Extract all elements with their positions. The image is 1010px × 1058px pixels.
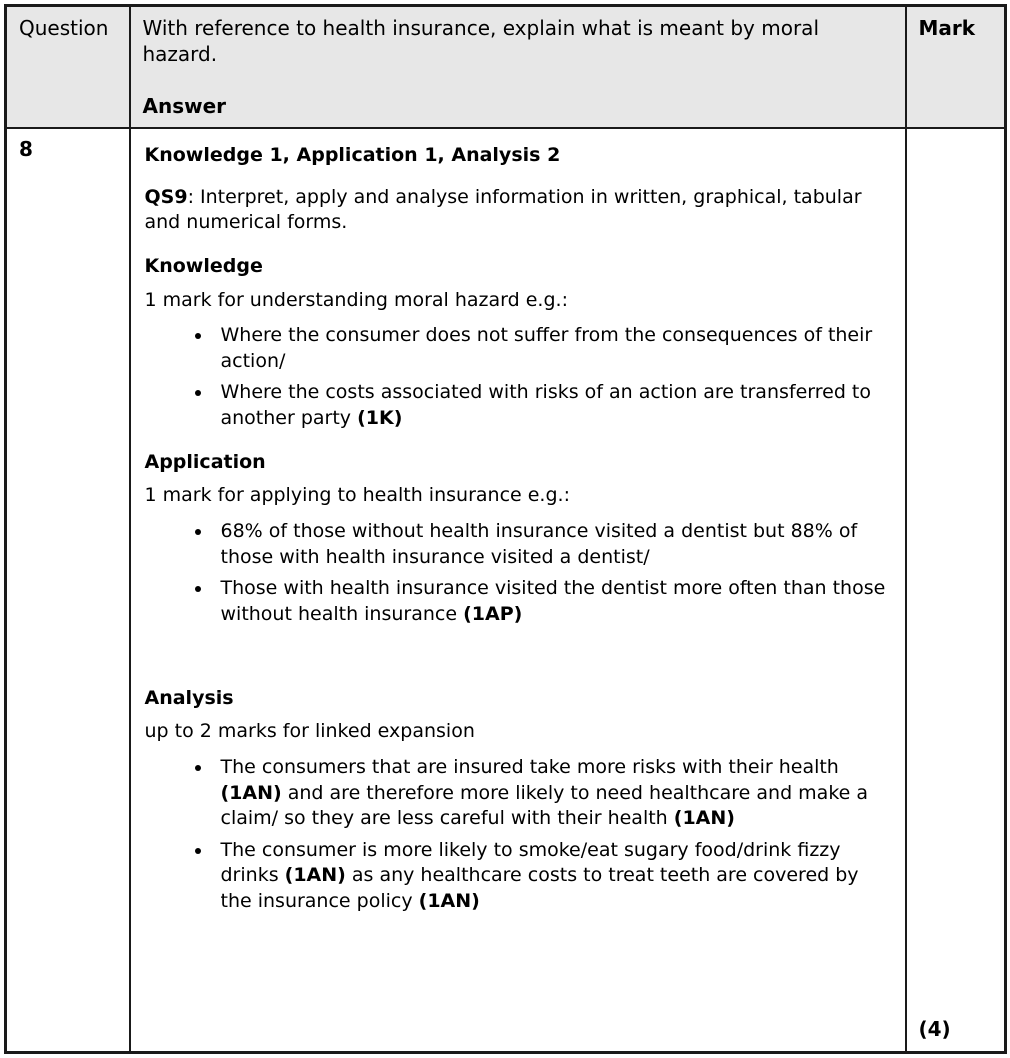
skills-summary: Knowledge 1, Application 1, Analysis 2 (144, 144, 561, 166)
answer-cell (130, 128, 906, 1053)
header-row (6, 6, 1006, 129)
mark-scheme-table (4, 4, 1007, 1054)
application-heading: Application (144, 450, 266, 473)
qs9-text: : Interpret, apply and analyse information in written, graphical, tabular and numerical forms. (144, 185, 862, 234)
knowledge-section (145, 254, 891, 432)
question-header-label: Question (19, 16, 109, 40)
application-section (145, 450, 891, 628)
mark-header-cell (906, 6, 1006, 129)
analysis-bullet-list (145, 755, 891, 915)
knowledge-bullet-list (145, 323, 891, 432)
question-number-cell (6, 128, 130, 1053)
bullet-item: • Where the costs associated with risks of an action are transferred to another party (1K) (213, 380, 891, 431)
analysis-heading: Analysis (144, 686, 234, 709)
bullet-item: • The consumers that are insured take more risks with their health (1AN) and are therefore more likely to need healthcare and make a claim/ so they are less careful with their health (1AN) (213, 755, 891, 832)
knowledge-heading: Knowledge (144, 254, 263, 277)
mark-value: (4) (918, 1017, 951, 1041)
question-header-cell (6, 6, 130, 129)
mark-header-label: Mark (918, 16, 976, 40)
application-bullet-list (145, 519, 891, 628)
question-number: 8 (19, 137, 33, 161)
answer-label: Answer (142, 94, 227, 118)
analysis-section (145, 686, 891, 915)
qs9-label: QS9 (144, 185, 188, 208)
mark-value-cell (906, 128, 1006, 1053)
bullet-item: • Where the consumer does not suffer from the consequences of their action/ (213, 323, 891, 374)
bullet-item: • Those with health insurance visited the dentist more often than those without health insurance (1AP) (213, 576, 891, 627)
qs9-paragraph (145, 185, 891, 236)
question-text: With reference to health insurance, explain what is meant by moral hazard. (142, 16, 819, 66)
question-text-cell (130, 6, 906, 129)
bullet-item: • The consumer is more likely to smoke/eat sugary food/drink fizzy drinks (1AN) as any healthcare costs to treat teeth are covered by the insurance policy (1AN) (213, 838, 891, 915)
application-intro: 1 mark for applying to health insurance e.g.: (144, 484, 570, 507)
answer-row (6, 128, 1006, 1053)
knowledge-intro: 1 mark for understanding moral hazard e.g.: (144, 288, 568, 311)
analysis-intro: up to 2 marks for linked expansion (144, 720, 475, 743)
bullet-item: • 68% of those without health insurance visited a dentist but 88% of those with health insurance visited a dentist/ (213, 519, 891, 570)
